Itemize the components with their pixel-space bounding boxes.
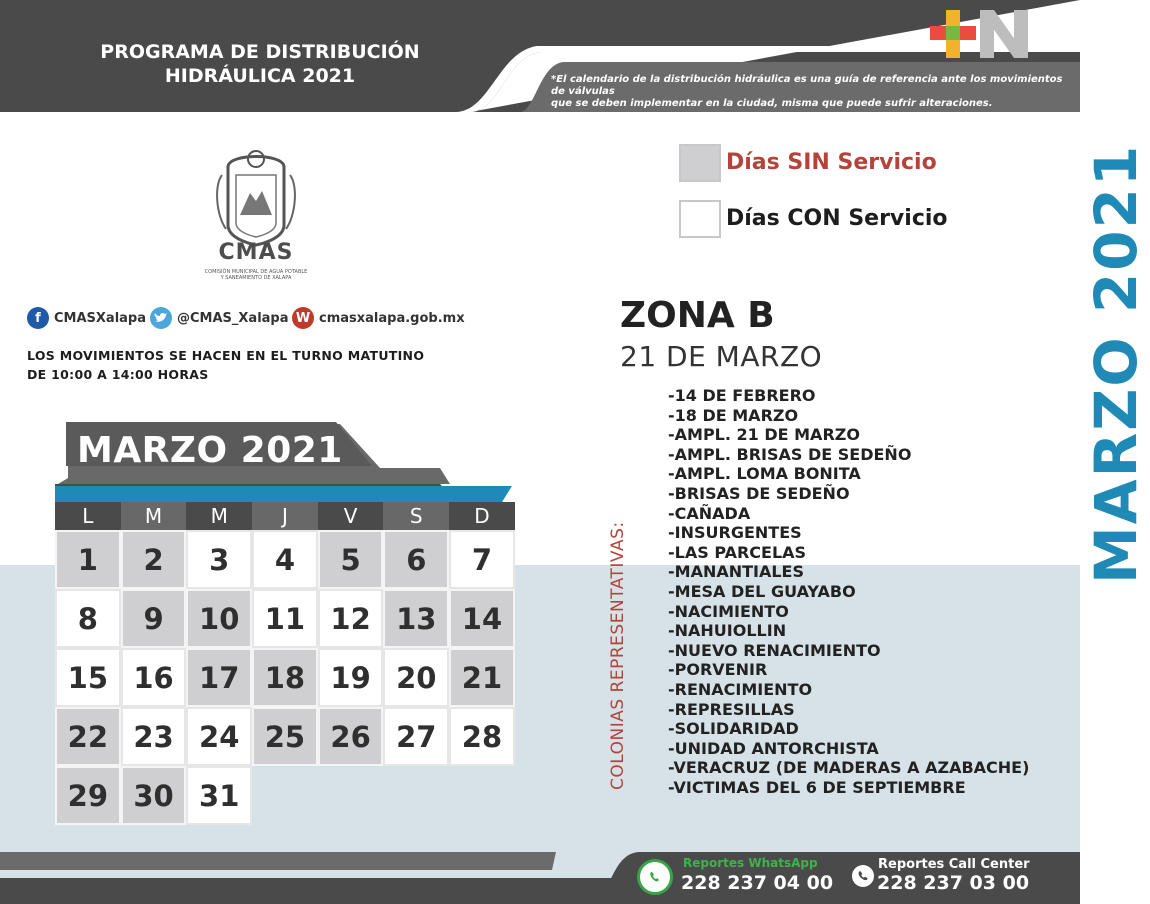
calendar-week-row xyxy=(55,707,515,766)
colonia-item: -14 DE FEBRERO xyxy=(668,386,816,405)
colonia-item: -INSURGENTES xyxy=(668,523,802,543)
colonia-item: -AMPL. 21 DE MARZO xyxy=(668,425,860,445)
colonia-item: -NACIMIENTO xyxy=(668,601,789,621)
cmas-name: CMAS xyxy=(218,240,294,265)
calendar-day-sin: 18 xyxy=(252,648,318,707)
calendar-day-sin: 13 xyxy=(383,589,449,648)
calendar-day-sin: 14 xyxy=(449,589,515,648)
calendar-day-sin: 2 xyxy=(121,530,187,589)
phone-icon xyxy=(852,865,874,887)
callcenter-label: Reportes Call Center xyxy=(878,857,1030,872)
weekday-header xyxy=(55,502,515,530)
callcenter-number[interactable]: 228 237 03 00 xyxy=(877,872,1030,894)
colonia-item: -VERACRUZ (DE MADERAS A AZABACHE) xyxy=(668,758,1030,778)
calendar-day-con: 11 xyxy=(252,589,318,648)
calendar-day-sin: 9 xyxy=(121,589,187,648)
calendar-day-con: 8 xyxy=(55,589,121,648)
weekday-label: J xyxy=(252,502,318,530)
calendar-day-sin: 21 xyxy=(449,648,515,707)
calendar-day-sin: 1 xyxy=(55,530,121,589)
colonia-item: -CAÑADA xyxy=(668,503,751,523)
twitter-handle[interactable]: @CMAS_Xalapa xyxy=(150,307,289,329)
colonia-item: -MESA DEL GUAYABO xyxy=(668,581,856,601)
zone-date: 21 DE MARZO xyxy=(620,340,823,373)
colonias-list xyxy=(668,386,1029,797)
calendar-day-sin: 6 xyxy=(383,530,449,589)
calendar-week-row xyxy=(55,648,515,707)
weekday-label: M xyxy=(210,504,228,528)
calendar-empty-cell xyxy=(318,766,384,825)
weekday-label: D xyxy=(474,504,490,528)
calendar-day-con: 31 xyxy=(186,766,252,825)
legend-con-swatch xyxy=(679,200,721,238)
calendar-day-sin: 25 xyxy=(252,707,318,766)
calendar-empty-cell xyxy=(383,766,449,825)
colonia-item: -BRISAS DE SEDEÑO xyxy=(668,483,850,503)
colonia-item: -UNIDAD ANTORCHISTA xyxy=(668,738,879,758)
zone-name: ZONA B xyxy=(620,295,775,336)
calendar-day-sin: 10 xyxy=(186,589,252,648)
colonia-item: -SOLIDARIDAD xyxy=(668,719,799,739)
legend-sin-swatch xyxy=(679,144,721,182)
program-title: PROGRAMA DE DISTRIBUCIÓN HIDRÁULICA 2021 xyxy=(100,41,420,87)
calendar-week-row xyxy=(55,530,515,589)
calendar-day-con: 3 xyxy=(186,530,252,589)
calendar-day-sin: 5 xyxy=(318,530,384,589)
colonia-item: -AMPL. BRISAS DE SEDEÑO xyxy=(668,444,912,464)
calendar-day-con: 12 xyxy=(318,589,384,648)
colonia-item: -MANANTIALES xyxy=(668,562,805,582)
weekday-label: S xyxy=(383,502,449,530)
calendar-day-sin: 26 xyxy=(318,707,384,766)
colonia-item: -LAS PARCELAS xyxy=(668,542,807,562)
calendar-day-con: 19 xyxy=(318,648,384,707)
cmas-subtitle: COMISIÓN MUNICIPAL DE AGUA POTABLE Y SANEAMIENTO DE XALAPA xyxy=(204,269,308,281)
calendar-day-con: 4 xyxy=(252,530,318,589)
tn-logo-icon xyxy=(926,8,1034,60)
calendar-grid xyxy=(55,502,515,825)
weekday-label: V xyxy=(343,504,358,528)
calendar-empty-cell xyxy=(449,766,515,825)
colonia-item: -18 DE MARZO xyxy=(668,405,799,425)
colonia-item: -AMPL. LOMA BONITA xyxy=(668,464,861,484)
colonia-item: -NUEVO RENACIMIENTO xyxy=(668,640,881,660)
colonias-label: COLONIAS REPRESENTATIVAS: xyxy=(608,521,628,790)
legend-con-label: Días CON Servicio xyxy=(726,206,948,231)
facebook-handle[interactable]: f CMASXalapa xyxy=(27,307,146,329)
calendar-week-row xyxy=(55,589,515,648)
weekday-label: L xyxy=(82,504,94,528)
schedule-note: LOS MOVIMIENTOS SE HACEN EN EL TURNO MATUTINO DE 10:00 A 14:00 HORAS xyxy=(27,348,425,382)
calendar-day-con: 23 xyxy=(121,707,187,766)
weekday-label: M xyxy=(121,502,187,530)
calendar-empty-cell xyxy=(252,766,318,825)
calendar-body xyxy=(55,530,515,825)
web-icon: W xyxy=(292,307,314,329)
calendar-day-sin: 30 xyxy=(121,766,187,825)
colonia-item: -VICTIMAS DEL 6 DE SEPTIEMBRE xyxy=(668,777,966,797)
calendar-day-con: 24 xyxy=(186,707,252,766)
calendar-day-sin: 17 xyxy=(186,648,252,707)
calendar-day-con: 28 xyxy=(449,707,515,766)
calendar-title: MARZO 2021 xyxy=(77,430,343,471)
website-link[interactable]: W cmasxalapa.gob.mx xyxy=(292,307,465,329)
calendar-day-sin: 22 xyxy=(55,707,121,766)
whatsapp-icon xyxy=(637,859,673,895)
calendar-day-con: 16 xyxy=(121,648,187,707)
legend-sin-label: Días SIN Servicio xyxy=(726,150,937,175)
colonia-item: -REPRESILLAS xyxy=(668,699,795,719)
whatsapp-number[interactable]: 228 237 04 00 xyxy=(681,872,834,894)
twitter-icon xyxy=(150,307,172,329)
calendar-week-row xyxy=(55,766,515,825)
whatsapp-label: Reportes WhatsApp xyxy=(683,856,818,870)
facebook-icon: f xyxy=(27,307,49,329)
colonia-item: -NAHUIOLLIN xyxy=(668,621,787,641)
calendar-day-con: 7 xyxy=(449,530,515,589)
calendar-day-con: 15 xyxy=(55,648,121,707)
side-month-title: MARZO 2021 xyxy=(1082,143,1150,584)
colonia-item: -PORVENIR xyxy=(668,660,768,680)
calendar-day-con: 20 xyxy=(383,648,449,707)
calendar-day-con: 27 xyxy=(383,707,449,766)
disclaimer-note: *El calendario de la distribución hidráulica es una guía de referencia ante los movimientos de válvulas que se deben implementar en la ciudad, misma que puede sufrir alteraciones. xyxy=(551,74,1063,109)
calendar-day-sin: 29 xyxy=(55,766,121,825)
colonia-item: -RENACIMIENTO xyxy=(668,679,813,699)
